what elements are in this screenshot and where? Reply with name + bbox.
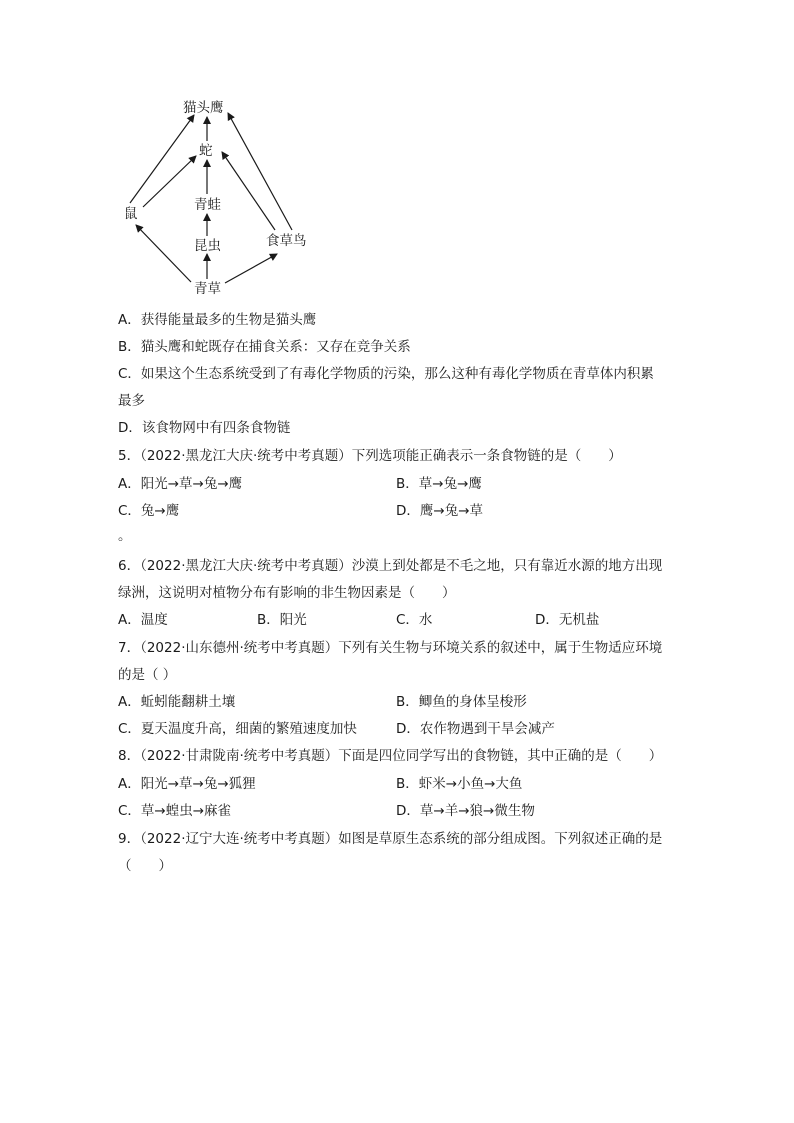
- q4-option-c-line1: C．如果这个生态系统受到了有毒化学物质的污染，那么这种有毒化学物质在青草体内积累: [118, 366, 654, 382]
- q5-stem: 5．（2022·黑龙江大庆·统考中考真题）下列选项能正确表示一条食物链的是（ ）: [118, 448, 622, 464]
- q5-option-a: A．阳光→草→兔→鹰: [118, 476, 243, 492]
- q9-stem-line2: （ ）: [118, 858, 172, 874]
- q5-option-c: C．兔→鹰: [118, 503, 180, 519]
- q6-option-b: B．阳光: [257, 612, 307, 628]
- q7-option-c: C．夏天温度升高，细菌的繁殖速度加快: [118, 721, 357, 737]
- node-owl: 猫头鹰: [183, 100, 224, 116]
- q9-stem-line1: 9．（2022·辽宁大连·统考中考真题）如图是草原生态系统的部分组成图。下列叙述正确的是: [118, 831, 663, 847]
- node-grass: 青草: [194, 281, 221, 297]
- node-insect: 昆虫: [194, 238, 221, 254]
- arrow-grass-mouse: [136, 225, 191, 282]
- arrow-mouse-snake: [143, 156, 196, 207]
- q8-option-a: A．阳光→草→兔→狐狸: [118, 776, 256, 792]
- q7-option-b: B．鲫鱼的身体呈梭形: [396, 694, 527, 710]
- food-web-diagram: [0, 0, 794, 320]
- arrow-grass-bird: [225, 254, 277, 283]
- q7-stem-line1: 7．（2022·山东德州·统考中考真题）下列有关生物与环境关系的叙述中，属于生物适应环境: [118, 640, 663, 656]
- q5-option-d: D．鹰→兔→草: [396, 503, 484, 519]
- q5-trailing-mark: 。: [118, 528, 132, 544]
- q6-option-d: D．无机盐: [535, 612, 600, 628]
- q6-stem-line1: 6．（2022·黑龙江大庆·统考中考真题）沙漠上到处都是不毛之地，只有靠近水源的地方出现: [118, 558, 663, 574]
- node-mouse: 鼠: [124, 206, 138, 222]
- q4-option-b: B．猫头鹰和蛇既存在捕食关系：又存在竞争关系: [118, 339, 411, 355]
- arrow-bird-owl: [228, 113, 292, 230]
- q4-option-d: D．该食物网中有四条食物链: [118, 420, 291, 436]
- q7-stem-line2: 的是（ ）: [118, 667, 177, 683]
- q6-option-a: A．温度: [118, 612, 168, 628]
- q8-option-b: B．虾米→小鱼→大鱼: [396, 776, 523, 792]
- q7-option-a: A．蚯蚓能翻耕土壤: [118, 694, 236, 710]
- q4-option-a: A．获得能量最多的生物是猫头鹰: [118, 312, 317, 328]
- q8-option-d: D．草→羊→狼→微生物: [396, 803, 535, 819]
- node-frog: 青蛙: [194, 197, 221, 213]
- node-bird: 食草鸟: [266, 233, 307, 249]
- q7-option-d: D．农作物遇到干旱会减产: [396, 721, 555, 737]
- q5-option-b: B．草→兔→鹰: [396, 476, 482, 492]
- q8-stem: 8．（2022·甘肃陇南·统考中考真题）下面是四位同学写出的食物链，其中正确的是（ ）: [118, 748, 663, 764]
- q8-option-c: C．草→蝗虫→麻雀: [118, 803, 232, 819]
- node-snake: 蛇: [199, 143, 213, 159]
- arrow-mouse-owl: [130, 115, 194, 203]
- q6-stem-line2: 绿洲，这说明对植物分布有影响的非生物因素是（ ）: [118, 585, 456, 601]
- q4-option-c-line2: 最多: [118, 393, 145, 409]
- q6-option-c: C．水: [396, 612, 433, 628]
- arrow-bird-snake: [222, 152, 275, 230]
